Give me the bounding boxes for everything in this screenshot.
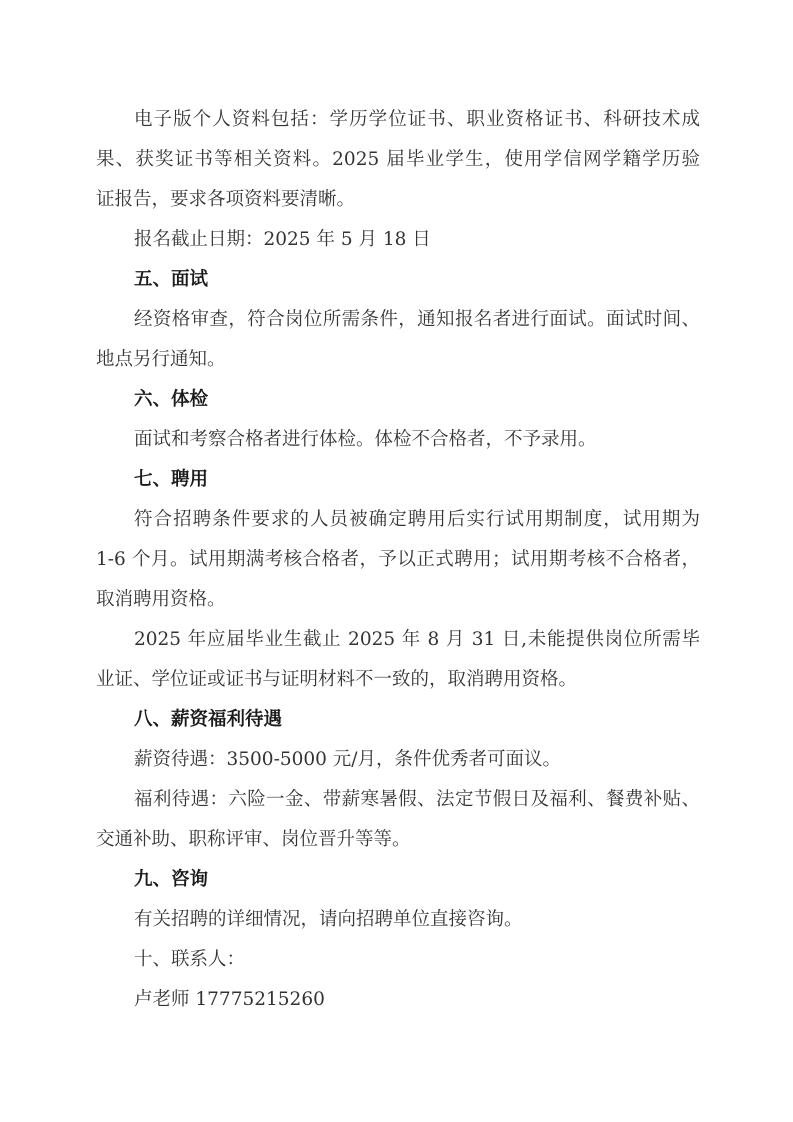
paragraph-line: 面试和考察合格者进行体检。体检不合格者，不予录用。 <box>134 429 597 450</box>
section-heading: 八、薪资福利待遇 <box>134 709 283 730</box>
paragraph-line: 取消聘用资格。 <box>96 589 226 610</box>
paragraph-line: 电子版个人资料包括：学历学位证书、职业资格证书、科研技术成 <box>134 109 700 130</box>
paragraph-line: 符合招聘条件要求的人员被确定聘用后实行试用期制度，试用期为 <box>134 509 700 530</box>
paragraph-line: 地点另行通知。 <box>96 349 226 370</box>
paragraph-line: 果、获奖证书等相关资料。2025 届毕业学生，使用学信网学籍学历验 <box>96 149 700 170</box>
paragraph-line: 十、联系人： <box>134 949 246 970</box>
paragraph-line: 1-6 个月。试用期满考核合格者，予以正式聘用；试用期考核不合格者， <box>96 549 700 570</box>
paragraph-line: 经资格审查，符合岗位所需条件，通知报名者进行面试。面试时间、 <box>134 309 700 330</box>
paragraph-line: 福利待遇：六险一金、带薪寒暑假、法定节假日及福利、餐费补贴、 <box>134 789 700 810</box>
paragraph-line: 业证、学位证或证书与证明材料不一致的，取消聘用资格。 <box>96 669 578 690</box>
paragraph-line: 交通补助、职称评审、岗位晋升等等。 <box>96 829 411 850</box>
section-heading: 六、体检 <box>134 389 209 410</box>
paragraph-line: 薪资待遇：3500-5000 元/月，条件优秀者可面议。 <box>134 749 562 770</box>
section-heading: 七、聘用 <box>134 469 209 490</box>
paragraph-line: 有关招聘的详细情况，请向招聘单位直接咨询。 <box>134 909 523 930</box>
paragraph-line: 2025 年应届毕业生截止 2025 年 8 月 31 日,未能提供岗位所需毕 <box>134 629 700 650</box>
section-heading: 五、面试 <box>134 269 209 290</box>
section-heading: 九、咨询 <box>134 869 209 890</box>
paragraph-line: 报名截止日期：2025 年 5 月 18 日 <box>134 229 431 250</box>
document-content <box>96 100 700 1020</box>
paragraph-line: 卢老师 17775215260 <box>134 989 325 1010</box>
paragraph-line: 证报告，要求各项资料要清晰。 <box>96 189 356 210</box>
